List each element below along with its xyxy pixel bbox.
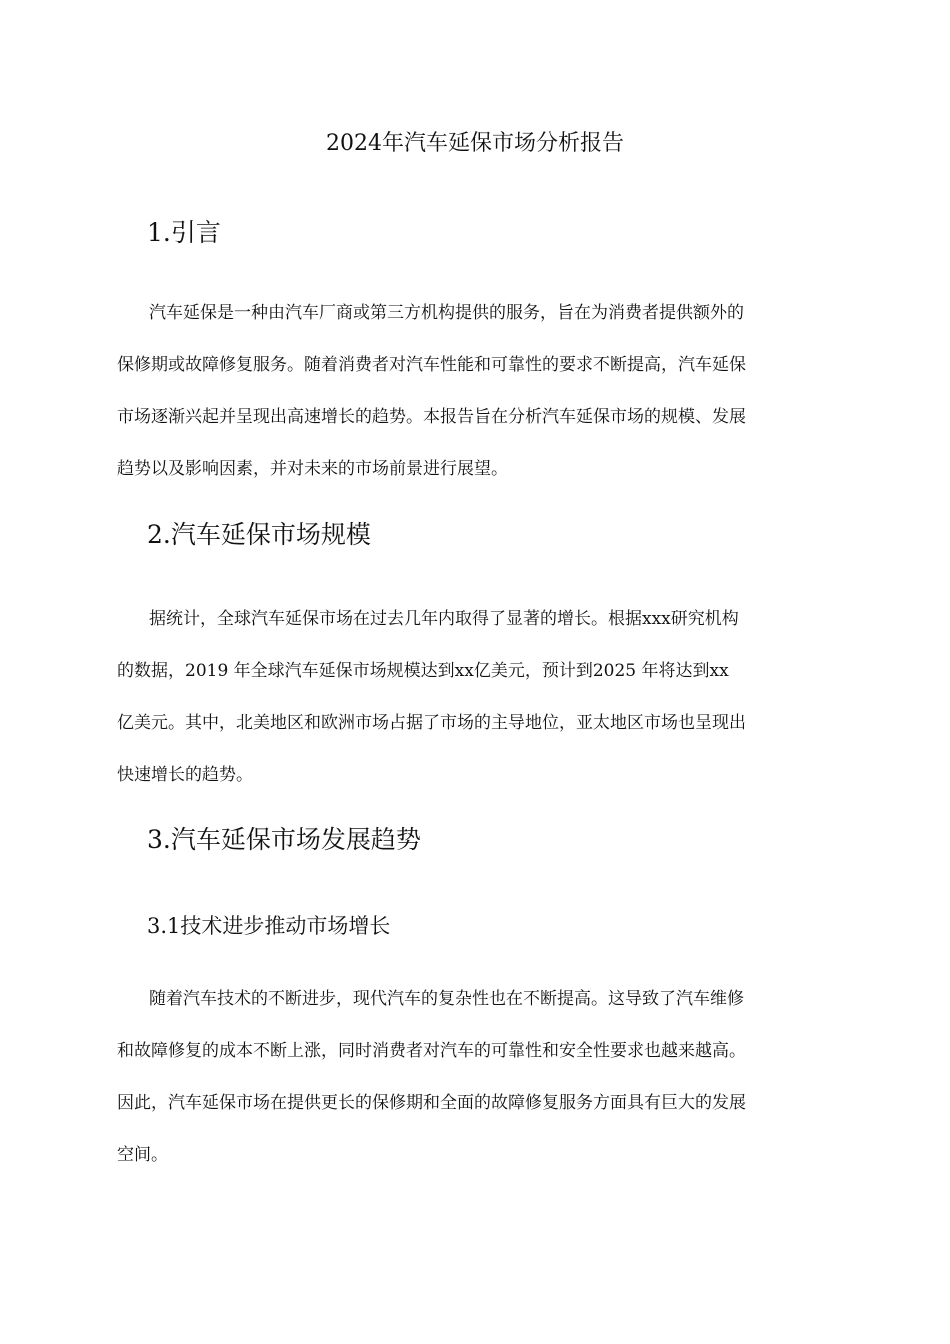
document-title: 2024年汽车延保市场分析报告	[326, 131, 624, 156]
paragraph-line: 保修期或故障修复服务。随着消费者对汽车性能和可靠性的要求不断提高，汽车延保	[117, 355, 746, 375]
section-heading-market-trends: 3.汽车延保市场发展趋势	[147, 825, 421, 854]
paragraph-line: 据统计，全球汽车延保市场在过去几年内取得了显著的增长。根据xxx研究机构	[149, 609, 739, 629]
subsection-heading-technology: 3.1技术进步推动市场增长	[147, 914, 391, 938]
paragraph-line: 空间。	[117, 1145, 168, 1165]
section-heading-introduction: 1.引言	[147, 218, 221, 247]
section-paragraph-market-size	[117, 593, 837, 801]
paragraph-line: 亿美元。其中，北美地区和欧洲市场占据了市场的主导地位，亚太地区市场也呈现出	[117, 713, 746, 733]
paragraph-line: 汽车延保是一种由汽车厂商或第三方机构提供的服务，旨在为消费者提供额外的	[149, 303, 744, 323]
paragraph-line: 因此，汽车延保市场在提供更长的保修期和全面的故障修复服务方面具有巨大的发展	[117, 1093, 746, 1113]
section-paragraph-introduction	[117, 287, 837, 495]
paragraph-line: 快速增长的趋势。	[117, 765, 253, 785]
paragraph-line: 和故障修复的成本不断上涨，同时消费者对汽车的可靠性和安全性要求也越来越高。	[117, 1041, 746, 1061]
paragraph-line: 随着汽车技术的不断进步，现代汽车的复杂性也在不断提高。这导致了汽车维修	[149, 989, 744, 1009]
section-heading-market-size: 2.汽车延保市场规模	[147, 520, 371, 549]
paragraph-line: 趋势以及影响因素，并对未来的市场前景进行展望。	[117, 459, 508, 479]
paragraph-line: 的数据，2019 年全球汽车延保市场规模达到xx亿美元，预计到2025 年将达到xx	[117, 661, 729, 681]
subsection-paragraph-technology	[117, 973, 837, 1181]
paragraph-line: 市场逐渐兴起并呈现出高速增长的趋势。本报告旨在分析汽车延保市场的规模、发展	[117, 407, 746, 427]
